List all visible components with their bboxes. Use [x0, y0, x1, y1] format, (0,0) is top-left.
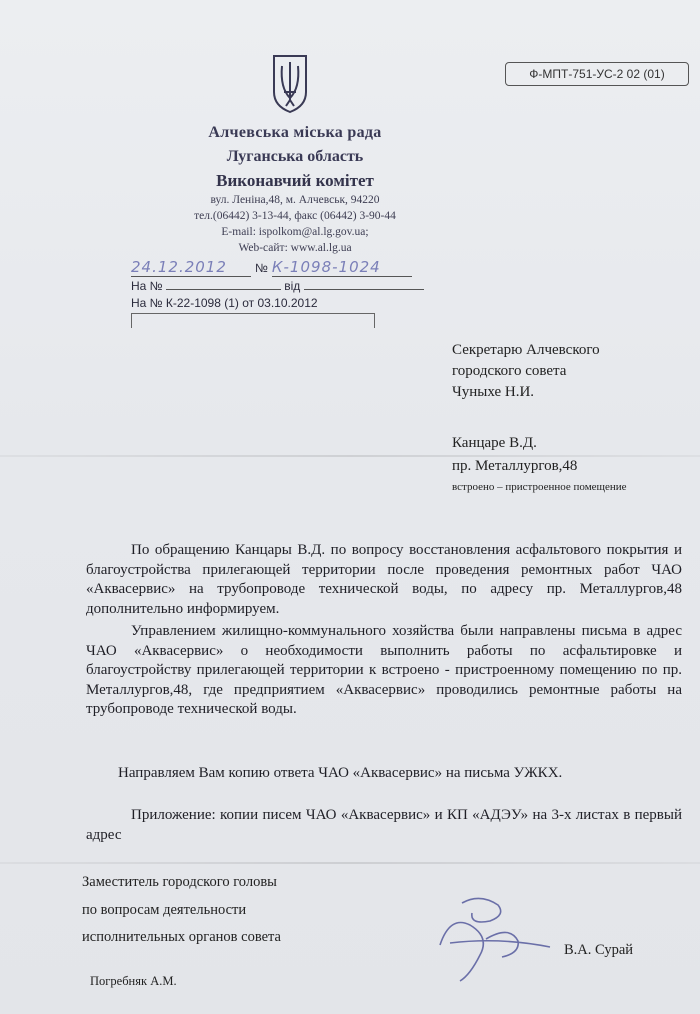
trident-emblem-icon: [270, 52, 310, 114]
incoming-ref-blank: [131, 279, 424, 293]
outgoing-ref-line: [131, 258, 421, 277]
handwritten-number: К-1098-1024: [272, 258, 412, 277]
handwritten-date: 24.12.2012: [131, 258, 251, 277]
body-paragraph-3: Направляем Вам копию ответа ЧАО «Аквасервис» на письма УЖКХ.: [118, 765, 563, 781]
recipient-1-line-1: Секретарю Алчевского: [452, 342, 600, 358]
signatory-title-line-2: по вопросам деятельности: [82, 902, 247, 918]
signatory-title-line-1: Заместитель городского головы: [82, 874, 277, 890]
postal-address: вул. Леніна,48, м. Алчевськ, 94220: [210, 194, 380, 206]
incoming-ref-filled: На № К-22-1098 (1) от 03.10.2012: [131, 296, 318, 310]
signatory-name: В.А. Сурай: [564, 942, 634, 958]
recipient-2-line-3: встроено – пристроенное помещение: [452, 481, 627, 493]
recipient-1-line-3: Чуныхе Н.И.: [452, 384, 535, 400]
paper-fold: [0, 862, 700, 864]
number-label: №: [255, 261, 268, 275]
phone-fax: тел.(06442) 3-13-44, факс (06442) 3-90-44: [194, 210, 396, 222]
paper-fold: [0, 455, 700, 457]
recipient-2-line-1: Канцаре В.Д.: [452, 435, 537, 451]
region-name: Луганська область: [226, 148, 364, 165]
executor-name: Погребняк А.М.: [90, 974, 177, 988]
body-paragraph-1: По обращению Канцары В.Д. по вопросу восстановления асфальтового покрытия и благоустройства прилегающей территории после проведения ремонтных работ ЧАО «Аквасервис» на трубопроводе технической воды, по адресу пр. Металлургов,48 дополнительно информируем.: [86, 542, 682, 617]
council-name: Алчевська міська рада: [208, 124, 382, 141]
body-paragraph-2: Управлением жилищно-коммунального хозяйства были направлены письма в адрес ЧАО «Аквасервис» о необходимости выполнить работы по асфальтировке и благоустройству прилегающей территории к встроено - пристроенному помещению по пр. Металлургов,48, где предприятием «Аквасервис» проводились ремонтные работы на трубопроводе технической воды.: [86, 623, 682, 717]
handwritten-signature: [410, 885, 560, 985]
ref-bracket: [131, 313, 375, 328]
committee-name: Виконавчий комітет: [216, 171, 374, 190]
recipient-1-line-2: городского совета: [452, 363, 567, 379]
recipient-2-line-2: пр. Металлургов,48: [452, 458, 578, 474]
form-code-box: Ф-МПТ-751-УС-2 02 (01): [505, 62, 689, 86]
vid-label: від: [284, 279, 301, 293]
signatory-title-line-3: исполнительных органов совета: [82, 929, 281, 945]
na-no-label: На №: [131, 279, 163, 293]
attachment-paragraph: Приложение: копии писем ЧАО «Аквасервис» и КП «АДЭУ» на 3-х листах в первый адрес: [86, 807, 682, 843]
website-address: Web-сайт: www.al.lg.ua: [238, 242, 352, 254]
email-address: E-mail: ispolkom@al.lg.gov.ua;: [221, 226, 369, 238]
